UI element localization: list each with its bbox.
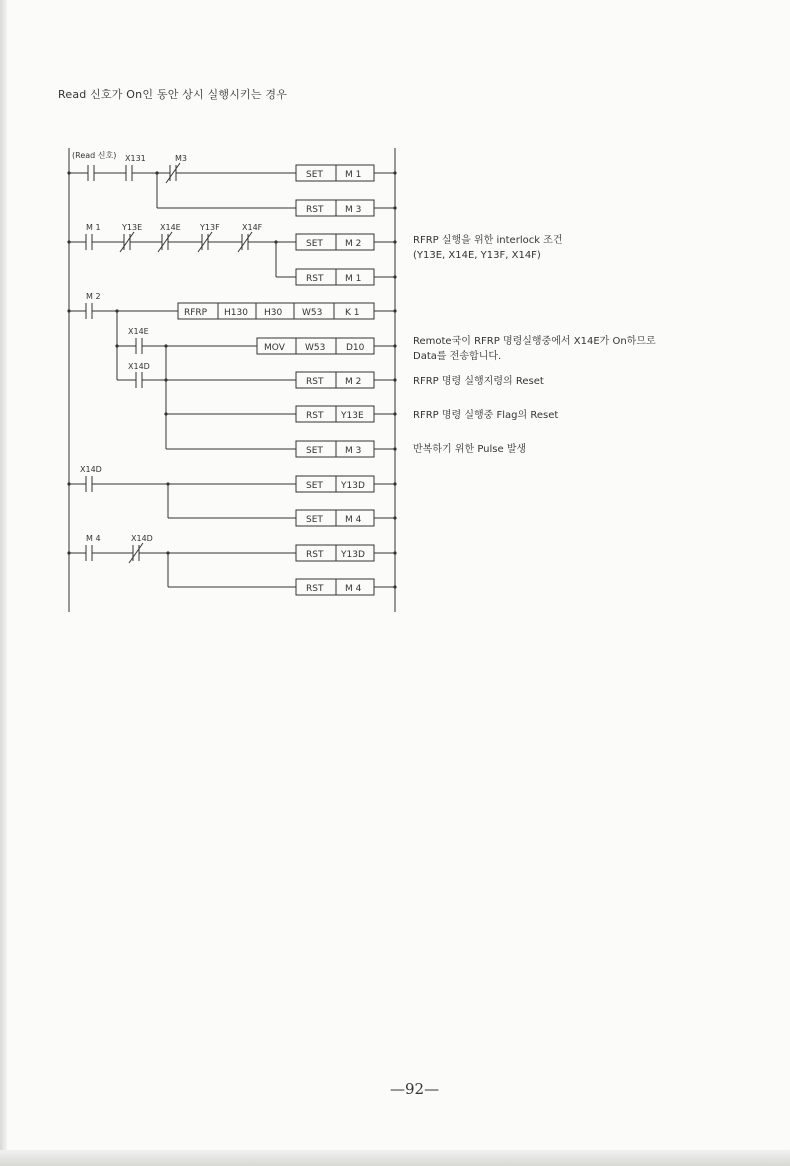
- operand-label: M 1: [345, 170, 362, 180]
- rung-5: [69, 534, 395, 595]
- instruction-label: RST: [306, 411, 324, 421]
- instruction-label: SET: [306, 170, 323, 180]
- instruction-label: RST: [306, 205, 324, 215]
- contact-label: X14D: [80, 465, 102, 474]
- operand-label: K 1: [345, 308, 360, 318]
- contact-label: X14D: [128, 362, 150, 371]
- rung-4: [69, 465, 395, 526]
- note-reset-command: RFRP 명령 실행지령의 Reset: [413, 376, 544, 387]
- operand-label: Y13D: [341, 550, 365, 560]
- note-line: (Y13E, X14E, Y13F, X14F): [413, 250, 541, 261]
- contact-label: X14F: [242, 223, 263, 232]
- rung-3: [69, 292, 395, 457]
- contact-label: X131: [125, 154, 146, 163]
- page-number: —92—: [390, 1080, 440, 1098]
- instruction-label: RST: [306, 584, 324, 594]
- operand-label: M 2: [345, 239, 362, 249]
- note-data-transfer: [413, 334, 656, 364]
- section-heading: Read 신호가 On인 동안 상시 실행시키는 경우: [58, 88, 288, 101]
- note-line: Data를 전송합니다.: [413, 351, 502, 362]
- instruction-label: SET: [306, 481, 323, 491]
- read-signal-note: (Read 신호): [72, 151, 117, 160]
- operand-label: M 4: [345, 584, 362, 594]
- contact-label: X14E: [160, 223, 181, 232]
- operand-label: H130: [224, 308, 248, 318]
- operand-label: Y13E: [341, 411, 364, 421]
- contact-label: M 2: [86, 292, 101, 301]
- operand-label: W53: [305, 343, 326, 353]
- operand-label: D10: [346, 343, 365, 353]
- instruction-label: RST: [306, 377, 324, 387]
- contact-label: M 1: [86, 223, 101, 232]
- operand-label: M 2: [345, 377, 362, 387]
- instruction-label: RST: [306, 550, 324, 560]
- rung-2: [69, 223, 395, 285]
- rung-1: [69, 150, 395, 216]
- operand-label: M 1: [345, 274, 362, 284]
- contact-label: Y13F: [200, 223, 220, 232]
- instruction-label: SET: [306, 515, 323, 525]
- contact-label: Y13E: [122, 223, 143, 232]
- contact-label: X14E: [128, 327, 149, 336]
- contact-label: X14D: [131, 534, 153, 543]
- operand-label: H30: [264, 308, 283, 318]
- operand-label: W53: [302, 308, 323, 318]
- note-line: Remote국이 RFRP 명령실행중에서 X14E가 On하므로: [413, 336, 656, 347]
- operand-label: M 4: [345, 515, 362, 525]
- instruction-label: MOV: [264, 343, 285, 353]
- operand-label: M 3: [345, 205, 362, 215]
- contact-label: M3: [175, 154, 187, 163]
- note-reset-flag: RFRP 명령 실행중 Flag의 Reset: [413, 410, 559, 421]
- instruction-label: RST: [306, 274, 324, 284]
- operand-label: Y13D: [341, 481, 365, 491]
- contact-label: M 4: [86, 534, 101, 543]
- note-interlock: [413, 233, 563, 263]
- instruction-label: SET: [306, 239, 323, 249]
- instruction-label: RFRP: [184, 308, 208, 318]
- note-line: RFRP 실행을 위한 interlock 조건: [413, 235, 563, 246]
- operand-label: M 3: [345, 446, 362, 456]
- note-pulse: 반복하기 위한 Pulse 발생: [413, 444, 527, 455]
- instruction-label: SET: [306, 446, 323, 456]
